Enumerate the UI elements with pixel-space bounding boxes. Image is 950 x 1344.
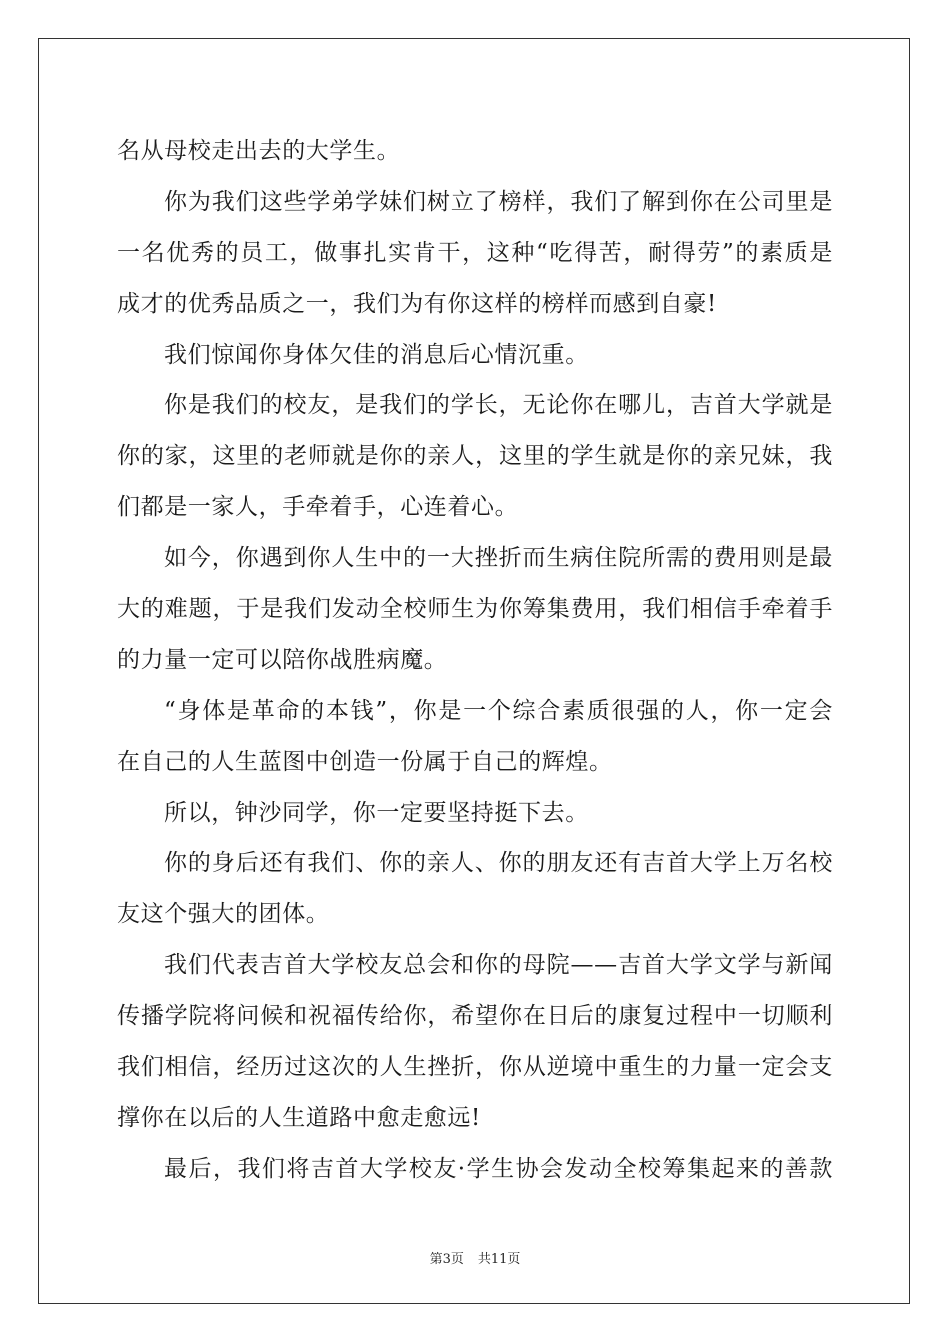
- page-footer: [0, 1248, 950, 1267]
- page-total: 共11页: [477, 1252, 521, 1267]
- text-line: 撑你在以后的人生道路中愈走愈远!: [117, 1104, 481, 1131]
- text-line: 所以，钟沙同学，你一定要坚持挺下去。: [164, 799, 589, 826]
- text-line: 们都是一家人，手牵着手，心连着心。: [117, 494, 519, 521]
- document-body: [117, 126, 833, 1195]
- text-line: 我们惊闻你身体欠佳的消息后心情沉重。: [164, 341, 589, 368]
- text-line: 你的家，这里的老师就是你的亲人，这里的学生就是你的亲兄妹，我: [117, 443, 833, 470]
- text-line: 在自己的人生蓝图中创造一份属于自己的辉煌。: [117, 748, 613, 775]
- text-line: 你的身后还有我们、你的亲人、你的朋友还有吉首大学上万名校: [164, 850, 833, 877]
- page-number: 第3页: [429, 1252, 464, 1267]
- text-line: 我们代表吉首大学校友总会和你的母院——吉首大学文学与新闻: [164, 952, 833, 979]
- text-line: 友这个强大的团体。: [117, 901, 330, 928]
- text-line: 成才的优秀品质之一，我们为有你这样的榜样而感到自豪!: [117, 290, 717, 317]
- text-line: 一名优秀的员工，做事扎实肯干，这种“吃得苦，耐得劳”的素质是: [117, 239, 833, 266]
- text-line: 如今，你遇到你人生中的一大挫折而生病住院所需的费用则是最: [164, 545, 833, 572]
- text-line: 我们相信，经历过这次的人生挫折，你从逆境中重生的力量一定会支: [117, 1054, 833, 1081]
- text-line: 你是我们的校友，是我们的学长，无论你在哪儿，吉首大学就是: [164, 392, 833, 419]
- text-line: 的力量一定可以陪你战胜病魔。: [117, 646, 448, 673]
- text-line: “身体是革命的本钱”，你是一个综合素质很强的人，你一定会: [164, 697, 833, 724]
- text-line: 传播学院将问候和祝福传给你，希望你在日后的康复过程中一切顺利: [117, 1003, 833, 1030]
- text-line: 你为我们这些学弟学妹们树立了榜样，我们了解到你在公司里是: [164, 188, 833, 215]
- text-line: 名从母校走出去的大学生。: [117, 138, 401, 164]
- text-line: 最后，我们将吉首大学校友·学生协会发动全校筹集起来的善款: [164, 1155, 833, 1182]
- text-line: 大的难题，于是我们发动全校师生为你筹集费用，我们相信手牵着手: [117, 596, 833, 623]
